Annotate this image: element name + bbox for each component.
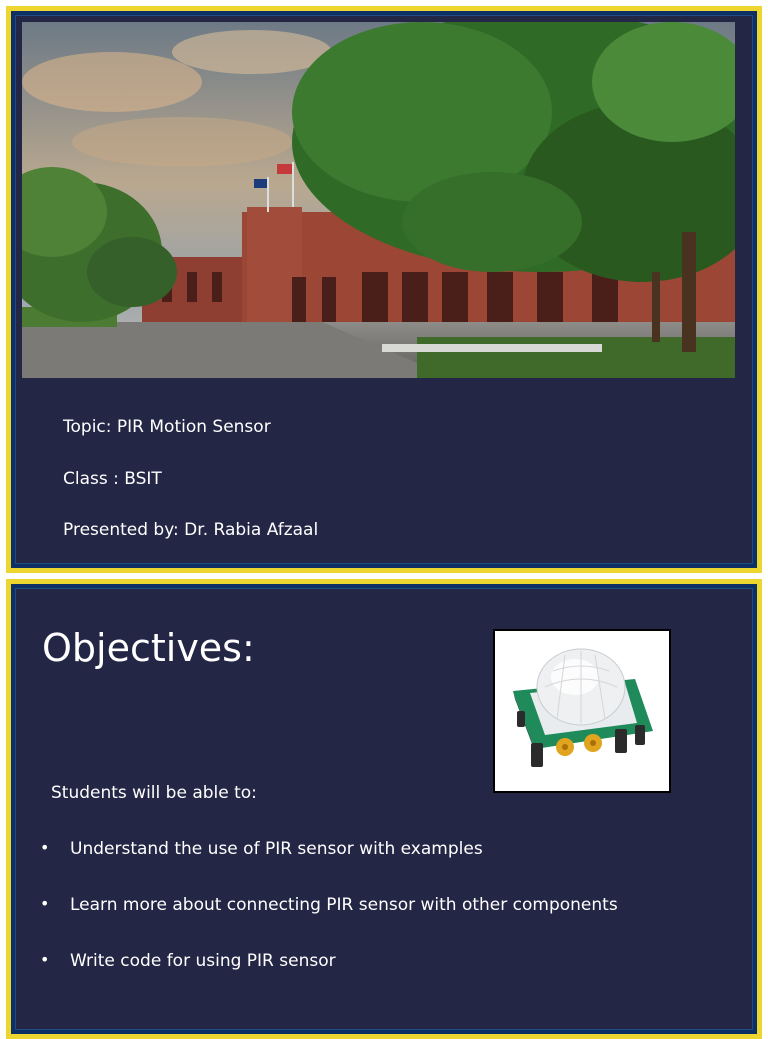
class-text: Class : BSIT xyxy=(63,469,162,489)
bullet-dot: • xyxy=(40,950,50,969)
slide-body xyxy=(15,15,753,564)
intro-text: Students will be able to: xyxy=(51,783,257,803)
bullet-dot: • xyxy=(40,838,50,857)
presenter-text: Presented by: Dr. Rabia Afzaal xyxy=(63,520,319,540)
slide-border xyxy=(11,584,757,1034)
pir-sensor-image xyxy=(493,629,671,793)
objective-item: Learn more about connecting PIR sensor with other components xyxy=(70,895,618,915)
slide-title: Objectives: xyxy=(42,626,255,670)
bullet-dot: • xyxy=(40,894,50,913)
campus-building-photo xyxy=(22,22,735,378)
objectives-slide xyxy=(6,579,762,1039)
title-slide xyxy=(6,6,762,573)
objective-item: Understand the use of PIR sensor with examples xyxy=(70,839,483,859)
slide-body xyxy=(15,588,753,1030)
slide-border xyxy=(11,11,757,568)
objective-item: Write code for using PIR sensor xyxy=(70,951,336,971)
topic-text: Topic: PIR Motion Sensor xyxy=(63,417,271,437)
